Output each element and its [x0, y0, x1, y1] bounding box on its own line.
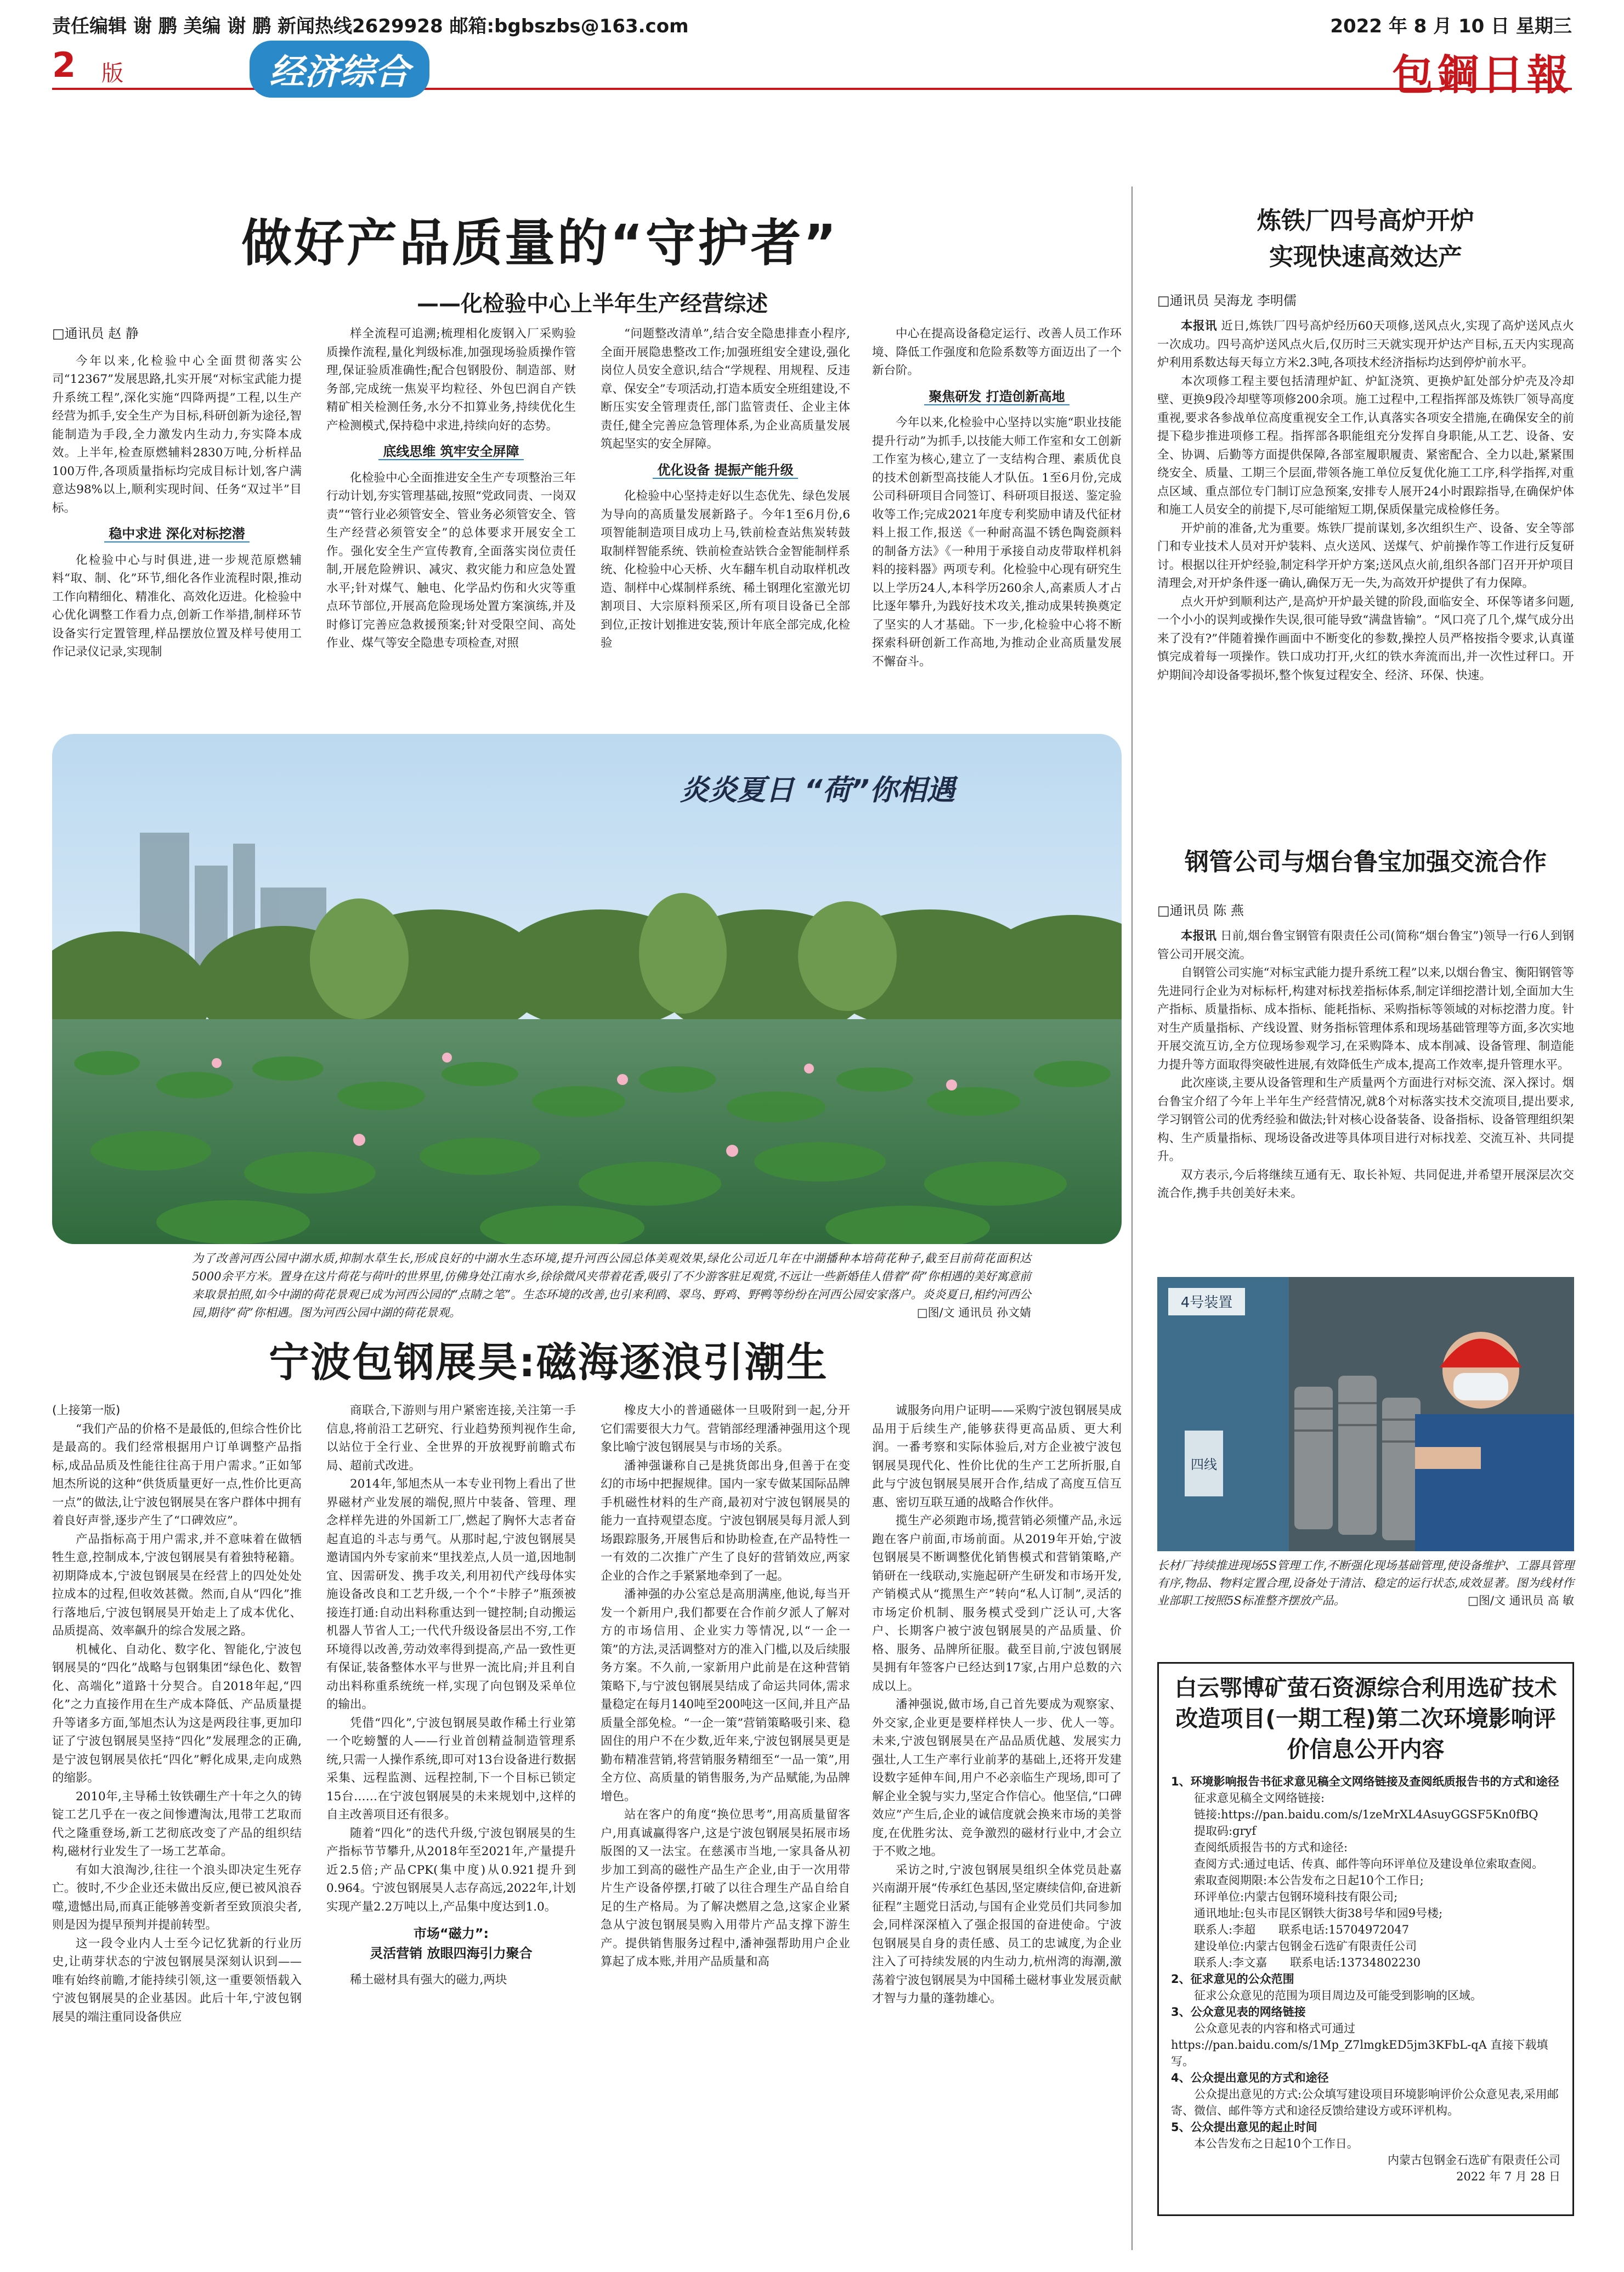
lotus-pond-illustration: [52, 734, 1122, 1244]
blast-furnace-body: [1157, 317, 1574, 805]
page-unit: 版: [101, 61, 123, 86]
paragraph: 样全流程可追溯;梳理相化废钢入厂采购验质操作流程,量化判级标准,加强现场验质操作管理,保证验质准确性;配合包钢股份、制造部、财务部,完成统一焦炭平均粒径、外包巴润自产铁精矿相关检测任务,水分不扣算业务,持续优化生产检测模式,保持稳中求进,持续向好的态势。: [326, 327, 576, 433]
worker-photo: [1157, 1277, 1574, 1551]
paragraph: 自钢管公司实施“对标宝武能力提升系统工程”以来,以烟台鲁宝、衡阳钢管等先进同行企业为对标标杆,构建对标找差指标体系,制定详细挖潜计划,全面加大生产指标、质量指标、成本指标、能耗指标、采购指标等领域的对标挖潜力度。针对生产质量指标、产线设置、财务指标管理体系和现场基础管理等方面,多次实地开展交流互访,全方位现场参观学习,在采购降本、成本削减、设备管理、制造能力提升等方面取得突破性进展,有效降低生产成本,提高工作效率,提升管理水平。: [1157, 966, 1574, 1072]
notice-line: 联系人:李超 联系电话:15704972047: [1194, 1923, 1410, 1936]
paragraph: [1157, 927, 1574, 964]
paragraph: 这一段令业内人士至今记忆犹新的行业历史,让萌芽状态的宁波包钢展昊深刻认识到——唯有始终前瞻,才能持续引领,这一重要领悟载入宁波包钢展昊的企业基因。此后十年,宁波包钢展昊的端注重同设备供应: [52, 1936, 302, 2024]
paragraph: 机械化、自动化、数字化、智能化,宁波包钢展昊的“四化”战略与包钢集团“绿色化、数智化、高端化”道路十分契合。自2018年起,“四化”之力直接作用在生产成本降低、产品质量提升等诸多方面,邹旭杰认为这是两段往事,更加印证了宁波包钢展昊坚持“四化”发展理念的正确,是宁波包钢展昊依托“四化”孵化成果,走向成熟的缩影。: [52, 1642, 302, 1785]
notice-line: 内蒙古包钢金石选矿有限责任公司: [1388, 2154, 1560, 2167]
lead-tag: 本报讯: [1181, 929, 1217, 943]
issue-date: 2022 年 8 月 10 日 星期三: [1330, 15, 1572, 37]
paragraph: [1157, 317, 1574, 372]
main-article-byline: □通讯员 赵 静: [52, 326, 139, 341]
subheading-text: 聚焦研发 打造创新高地: [924, 389, 1069, 405]
newspaper-logo: 包鋼日報: [1392, 50, 1572, 99]
paragraph: 有如大浪淘沙,往往一个浪头即决定生死存亡。彼时,不少企业还未做出反应,便已被风浪吞噬,遗憾出局,而真正能够善变新者至致顶浪尖者,则是因为提早预判并提前转型。: [52, 1863, 302, 1932]
notice-body: [1171, 1773, 1560, 2185]
notice-line: 5、公众提出意见的起止时间: [1171, 2121, 1317, 2134]
paragraph: 化检验中心全面推进安全生产专项整治三年行动计划,夯实管理基础,按照“党政同责、一岗双责”“管行业必须管安全、管业务必须管安全、管生产经营必须管安全”的总体要求开展安全工作。强化安全生产宣传教育,全面落实岗位责任制,开展危险辨识、减灾、救灾能力和应急处置水平;针对煤气、触电、化学品灼伤和火灾等重点环节部位,开展高危险现场处置方案演练,并及时修订完善应急救援预案;针对受限空间、高处作业、煤气等安全隐患专项检查,对照: [326, 471, 576, 650]
subheading-text: 优化设备 提振产能升级: [653, 462, 797, 479]
page-number: 2: [52, 45, 76, 85]
paragraph-text: 近日,炼铁厂四号高炉经历60天项修,送风点火,实现了高炉送风点火一次成功。四号高炉送风点火后,仅历时三天就实现开炉达产目标,五天内实现高炉利用系数达每天每立方米2.3吨,各项技术经济指标均达到停炉前水平。: [1157, 319, 1574, 370]
paragraph: 潘神强的办公室总是高朋满座,他说,每当开发一个新用户,我们都要在合作前夕派人了解对方的市场信用、企业实力等情况,以“一企一策”的方法,灵活调整对方的准入门槛,以及后续服务方案。不久前,一家新用户此前是在这种营销策略下,与宁波包钢展昊结成了命运共同体,需求量稳定在每月140吨至200吨这一区间,并且产品质量全部免检。“一企一策”营销策略吸引来、稳固住的用户不在少数,近年来,宁波包钢展昊更是勤布精准营销,将营销服务精细至“一品一策”,用全方位、高质量的销售服务,为产品赋能,为品牌增色。: [601, 1587, 850, 1804]
ningbo-subheading: 市场“磁力”: 灵活营销 放眼四海引力聚合: [370, 1926, 533, 1961]
caption-text: 为了改善河西公园中湖水质,抑制水草生长,形成良好的中湖水生态环境,提升河西公园总体美观效果,绿化公司近几年在中湖播种本培荷花种子,截至目前荷花面积达5000余平方米。置身在这片荷花与荷叶的世界里,仿佛身处江南水乡,徐徐微风夹带着花香,吸引了不少游客驻足观赏,不远让一些新婚佳人借着“荷”你相遇的美好寓意前来取景拍照,如今中湖的荷花景观已成为河西公园的“点睛之笔”。生态环境的改善,也引来利鸥、翠鸟、野鸡、野鸭等纷纷在河西公园安家落户。炎炎夏日,相约河西公园,期待“荷”你相遇。图为河西公园中湖的荷花景观。: [192, 1252, 1031, 1319]
caption-credit: □图/文 通讯员 高 敏: [1468, 1594, 1574, 1607]
caption-text: 长材厂持续推进现场5S管理工作,不断强化现场基础管理,使设备维护、工器具管理有序,物品、物料定置合理,设备处于清洁、稳定的运行状态,成效显著。图为线材作业部职工按照5S标准整齐摆放产品。: [1157, 1559, 1574, 1607]
ningbo-column-3: [601, 1401, 850, 2224]
editors-line: 责任编辑 谢 鹏 美编 谢 鹏 新闻热线2629928 邮箱:bgbszbs@163.com: [52, 15, 689, 37]
notice-line: 建设单位:内蒙古包钢金石选矿有限责任公司: [1194, 1940, 1417, 1953]
steel-pipe-byline: □通讯员 陈 燕: [1157, 903, 1244, 918]
main-article-column-3: [601, 325, 850, 720]
paragraph: 稀土磁材具有强大的磁力,两块: [350, 1973, 507, 1987]
paragraph: 化检验中心与时俱进,进一步规范原燃辅料“取、制、化”环节,细化各作业流程时限,推动工作向精细化、精准化、高效化迈进。化检验中心优化调整工作看力点,创新工作举措,制样环节设备实行定置管理,样品摆放位置及样号使用工作记录仪记录,实现制: [52, 553, 302, 659]
paragraph: 凭借“四化”,宁波包钢展昊敢作稀土行业第一个吃螃蟹的人——行业首创精益制造管理系统,只需一人操作系统,即可对13台设备进行数据采集、远程监测、远程控制,下一个目标已锁定15台……在宁波包钢展昊的未来规划中,这样的自主改善项目还有很多。: [326, 1716, 576, 1822]
paragraph: 商联合,下游则与用户紧密连接,关注第一手信息,将前沿工艺研究、行业趋势预判视作生命,以站位于全行业、全世界的开放视野前瞻式布局、超前式改进。: [326, 1404, 576, 1473]
paragraph: 开炉前的准备,尤为重要。炼铁厂提前谋划,多次组织生产、设备、安全等部门和专业技术人员对开炉装料、点火送风、送煤气、炉前操作等工作进行反复研讨。根据以往开炉经验,制定科学开炉方案;送风点火前,组织各部门召开开炉项目清理会,对开炉条件逐一确认,确保万无一失,为高效开炉提供了有力保障。: [1157, 521, 1574, 590]
paragraph: 中心在提高设备稳定运行、改善人员工作环境、降低工作强度和危险系数等方面迈出了一个新台阶。: [872, 327, 1122, 377]
notice-line: 提取码:gryf: [1194, 1824, 1257, 1838]
notice-line: 征求公众意见的范围为项目周边及可能受到影响的区域。: [1194, 1989, 1482, 2002]
line-label: 四线: [1191, 1457, 1217, 1472]
paragraph-text: 日前,烟台鲁宝钢管有限责任公司(简称“烟台鲁宝”)领导一行6人到钢管公司开展交流。: [1157, 929, 1574, 962]
subheading-text: 底线思维 筑牢安全屏障: [378, 444, 523, 460]
subheading-text: 稳中求进 深化对标挖潜: [104, 526, 249, 542]
lotus-pond-photo: [52, 734, 1122, 1244]
column-divider: [1131, 186, 1133, 2250]
paragraph: 2014年,邹旭杰从一本专业刊物上看出了世界磁材产业发展的端倪,照片中装备、管理、理念样样先进的外国新工厂,燃起了胸怀大志者奋起直追的斗志与勇气。从那时起,宁波包钢展昊邀请国内外专家前来“里找差点,人员一道,因地制宜、因需研发、携手攻关,利用初代产线母体实施设备改良和工艺升级,一个个“卡脖子”瓶颈被接连打通:自动出料称重达到一键控制;自动搬运机器人节省人工;一代代升级设备层出不穷,工作环境得以改善,劳动效率得到提高,产品一致性更有保证,装备整体水平与世界一流比肩;并且利自动出料称重系统统一样,实现了向包钢及采单位的输出。: [326, 1477, 576, 1711]
paragraph: 橡皮大小的普通磁体一旦吸附到一起,分开它们需要很大力气。营销部经理潘神强用这个现象比喻宁波包钢展昊与市场的关系。: [601, 1404, 850, 1454]
page-header: [52, 11, 1572, 99]
main-article-subtitle: ——化检验中心上半年生产经营综述: [417, 291, 768, 317]
notice-line: 2、征求意见的公众范围: [1171, 1973, 1294, 1986]
blast-furnace-byline: □通讯员 吴海龙 李明儒: [1157, 293, 1297, 308]
header-line: [52, 11, 1572, 38]
paragraph: 诚服务向用户证明——采购宁波包钢展昊成品用于后续生产,能够获得更高品质、更大利润。一番考察和实际体验后,对方企业被宁波包钢展昊现代化、性价比优的生产工艺所折服,自此与宁波包钢展昊展开合作,结成了高度互信互惠、密切互联互通的战略合作伙伴。: [872, 1404, 1122, 1510]
notice-line: 3、公众意见表的网络链接: [1171, 2005, 1306, 2019]
paragraph: 揽生产必须跑市场,揽营销必须懂产品,永远跑在客户前面,市场前面。从2019年开始,宁波包钢展昊不断调整优化销售模式和营销策略,产销研在一线联动,实施起研产生研发和市场开发,产销模式从“揽黑生产”转向“私人订制”,灵活的市场定价机制、服务模式受到广泛认可,大客户、长期客户被宁波包钢展昊的产品质量、价格、服务、品牌所征服。截至目前,宁波包钢展昊拥有年签客户已经达到17家,占用户总数的六成以上。: [872, 1514, 1122, 1693]
machine-sign: 4号装置: [1180, 1295, 1233, 1311]
notice-title: 白云鄂博矿萤石资源综合利用选矿技术改造项目(一期工程)第二次环境影响评价信息公开内容: [1174, 1675, 1557, 1762]
ningbo-column-2: [326, 1401, 576, 2224]
ningbo-column-1: [52, 1401, 302, 2224]
paragraph: 化检验中心坚持走好以生态优先、绿色发展为导向的高质量发展新路子。今年1至6月份,6项智能制造项目成功上马,铁前检查站焦炭转鼓取制样智能系统、铁前检查站铁合金智能制样系统、化检验中心天桥、火车翻车机自动取样机改造、制样中心煤制样系统、稀土钢理化室激光切割项目、大宗原料预采区,所有项目设备已全部到位,正按计划推进安装,预计年底全部完成,化检验: [601, 489, 850, 650]
notice-line: 公众提出意见的方式:公众填写建设项目环境影响评价公众意见表,采用邮寄、微信、邮件等方式和途径反馈给建设方或环评机构。: [1171, 2088, 1559, 2117]
notice-line: 4、公众提出意见的方式和途径: [1171, 2071, 1329, 2084]
steel-pipe-title: 钢管公司与烟台鲁宝加强交流合作: [1185, 848, 1547, 876]
notice-line: 公众意见表的内容和格式可通过https://pan.baidu.com/s/1Mp_Z7lmgkED5jm3KFbL-qA 直接下载填写。: [1171, 2022, 1548, 2068]
notice-line: 2022 年 7 月 28 日: [1456, 2170, 1560, 2183]
paragraph: “我们产品的价格不是最低的,但综合性价比是最高的。我们经常根据用户订单调整产品指标,成品品质及性能往往高于用户需求。”正如邹旭杰所说的这种“供货质量更好一点,性价比更高一点”的做法,让宁波包钢展昊在客户群体中拥有着良好声誉,逐步产生了“口碑效应”。: [52, 1422, 302, 1528]
notice-line: 通讯地址:包头市昆区钢铁大街38号华和园9号楼;: [1194, 1907, 1443, 1920]
notice-line: 查阅纸质报告书的方式和途径:: [1194, 1841, 1348, 1854]
notice-line: 本公告发布之日起10个工作日。: [1194, 2137, 1359, 2150]
worker-illustration: [1157, 1277, 1574, 1551]
subheading: [326, 443, 576, 461]
paragraph: 双方表示,今后将继续互通有无、取长补短、共同促进,并希望开展深层次交流合作,携手共创美好未来。: [1157, 1168, 1574, 1200]
paragraph: 本次项修工程主要包括清理炉缸、炉缸浇筑、更换炉缸处部分炉壳及冷却壁、更换9段冷却壁等项修200余项。施工过程中,工程指挥部及炼铁厂领导高度重视,要求各参战单位高度重视安全工作,认真落实各项安全措施,在确保安全的前提下稳步推进项修工程。指挥部各职能组充分发挥自身职能,从工艺、设备、安全、协调、后勤等方面提供保障,各部室履职履责、紧密配合、全力以赴,紧紧围绕安全、质量、工期三个层面,带领各施工单位反复优化施工工序,科学指挥,对重点区域、重点部位专门制订应急预案,安排专人展开24小时跟踪指导,在确保炉体和施工人员安全的前提下,尽可能缩短工期,保质保量完成检修任务。: [1157, 374, 1574, 517]
worker-photo-caption: [1157, 1557, 1574, 1609]
steel-pipe-body: [1157, 927, 1574, 1267]
paragraph: 随着“四化”的迭代升级,宁波包钢展昊的生产指标节节攀升,从2018年至2021年,产量提升近2.5倍;产品CPK(集中度)从0.921提升到0.964。宁波包钢展昊人志存高远,2022年,计划实现产量2.2万吨以上,产品集中度达到1.0。: [326, 1826, 576, 1914]
paragraph: 产品指标高于用户需求,并不意味着在做牺牲生意,控制成本,宁波包钢展昊有着独特秘籍。初期降成本,宁波包钢展昊在经营上的四处处处拉成本的过程,但收效甚微。然而,自从“四化”推行落地后,宁波包钢展昊开始走上了成本优化、品质提高、效率飙升的综合发展之路。: [52, 1532, 302, 1638]
paragraph: 潘神强谦称自己是挑货郎出身,但善于在变幻的市场中把握规律。国内一家专做某国际品牌手机磁性材料的生产商,最初对宁波包钢展昊的能力一直持观望态度。宁波包钢展昊每月派人到场跟踪服务,开展售后和协助检查,在产品特性一一有效的二次推广产生了良好的营销效应,两家企业的合作之手紧紧地牵到了一起。: [601, 1459, 850, 1583]
ningbo-column-4: [872, 1401, 1122, 2224]
notice-line: 征求意见稿全文网络链接:: [1194, 1791, 1325, 1805]
notice-line: 链接:https://pan.baidu.com/s/1zeMrXL4AsuyGGSF5Kn0fBQ: [1194, 1808, 1538, 1821]
environmental-notice: [1157, 1662, 1574, 2216]
lead-tag: 本报讯: [1181, 319, 1218, 333]
subheading: [601, 461, 850, 480]
notice-line: 环评单位:内蒙古包钢环境科技有限公司;: [1194, 1890, 1398, 1903]
paragraph: 站在客户的角度“换位思考”,用高质量留客户,用真诚赢得客户,这是宁波包钢展昊拓展市场版图的又一法宝。在慈溪市当地,一家具备从初步加工到高的磁性产品生产企业,由于一次用带片生产设备停摆,打破了以往合理生产品自给自足的生产格局。为了解决燃眉之急,这家企业紧急从宁波包钢展昊购入用带片产品支撑下游生产。提供销售服务过程中,潘神强帮助用户企业算起了成本账,并用产品质量和高: [601, 1808, 850, 1969]
header-band: [52, 39, 1572, 99]
continued-note: (上接第一版): [52, 1404, 121, 1417]
paragraph: “问题整改清单”,结合安全隐患排查小程序,全面开展隐患整改工作;加强班组安全建设,强化岗位人员安全意识,结合“学规程、用规程、反违章、保安全”专项活动,打造本质安全班组建设,不断压实安全管理责任,部门监管责任、企业主体责任,健全完善应急管理体系,为企业高质量发展筑起坚实的安全屏障。: [601, 327, 850, 451]
paragraph: 此次座谈,主要从设备管理和生产质量两个方面进行对标交流、深入探讨。烟台鲁宝介绍了今年上半年生产经营情况,就8个对标落实技术交流项目,提出要求,学习钢管公司的优秀经验和做法;针对核心设备装备、设备指标、设备管理组织架构、生产质量指标、现场设备改进等具体项目进行对标找差、交流互补、共同提升。: [1157, 1076, 1574, 1163]
notice-line: 索取查阅期限:本公告发布之日起10个工作日;: [1194, 1874, 1424, 1887]
main-article-column-2: [326, 325, 576, 720]
photo-feature-caption: [192, 1250, 1031, 1322]
blast-furnace-title: 炼铁厂四号高炉开炉 实现快速高效达产: [1257, 207, 1474, 271]
paragraph: 今年以来,化检验中心全面贯彻落实公司“12367”发展思路,扎实开展“对标宝武能力提升系统工程”,深化实施“四降两提”工程,以生产经营为抓手,安全生产为目标,科研创新为途径,智能制造为手段,全力激发内生动力,夯实降本成效。上半年,检查原燃辅料2830万吨,分析样品100万件,各项质量指标均完成目标计划,客户满意达98%以上,顺利实现时间、任务“双过半”目标。: [52, 354, 302, 515]
paragraph: 点火开炉到顺利达产,是高炉开炉最关键的阶段,面临安全、环保等诸多问题,一个小小的误判或操作失误,很可能导致“满盘皆输”。“风口亮了几个,煤气成分出来了没有?”伴随着操作画面中不断变化的参数,操控人员严格按指令要求,认真谨慎完成着每一项操作。铁口成功打开,火红的铁水奔流而出,并一次性过秤口。开炉期间冷却设备零损坏,整个恢复过程安全、经济、环保、快速。: [1157, 595, 1574, 682]
main-article-column-4: [872, 325, 1122, 720]
notice-line: 1、环境影响报告书征求意见稿全文网络链接及查阅纸质报告书的方式和途径: [1171, 1775, 1559, 1788]
subheading: [872, 388, 1122, 406]
notice-line: 查阅方式:通过电话、传真、邮件等向环评单位及建设单位索取查阅。: [1194, 1857, 1544, 1870]
paragraph: 2010年,主导稀土钕铁硼生产十年之久的铸锭工艺几乎在一夜之间惨遭淘汰,甩带工艺取而代之隆重登场,新工艺彻底改变了产品的组织结构,磁材行业发生了一场工艺革命。: [52, 1789, 302, 1858]
section-title: 经济综合: [250, 41, 429, 98]
paragraph: 今年以来,化检验中心坚持以实施“职业技能提升行动”为抓手,以技能大师工作室和女工创新工作室为核心,建立了一支结构合理、素质优良的技术创新型高技能人才队伍。1至6月份,完成公司科研项目合同签订、科研项目报送、鉴定验收等工作;完成2021年度专利奖励申请及代征材料上报工作,报送《一种耐高温不锈色陶瓷颜料的制备方法》《一种用于承接自动皮带取样机斜料的接料器》两项专利。化检验中心现有研究生以上学历24人,本科学历260余人,高素质人才占比逐年攀升,为践好技术攻关,推动成果转换奠定了坚实的人才基础。下一步,化检验中心将不断探索科研创新工作高地,为推动企业高质量发展不懈奋斗。: [872, 416, 1122, 669]
subheading: [52, 525, 302, 544]
notice-line: 联系人:李文嘉 联系电话:13734802230: [1194, 1956, 1421, 1969]
photo-feature-title: 炎炎夏日 “荷”你相遇: [680, 774, 955, 807]
main-article-title: 做好产品质量的“守护者”: [241, 214, 839, 273]
paragraph: 潘神强说,做市场,自己首先要成为观察家、外交家,企业更是要样样快人一步、优人一等。未来,宁波包钢展昊在产品品质优越、发展实力强壮,人工生产率行业前茅的基础上,还将开发建设数字延伸车间,用户不必亲临生产现场,即可了解企业全貌与实力,坚定合作信心。他坚信,“口碑效应”产生后,企业的诚信度就会换来市场的美誉度,在优胜劣汰、竞争激烈的磁材行业中,才会立于不败之地。: [872, 1698, 1122, 1858]
main-article-column-1: [52, 325, 302, 720]
ningbo-article-title: 宁波包钢展昊:磁海逐浪引潮生: [269, 1339, 828, 1386]
caption-credit: □图/文 通讯员 孙文婧: [916, 1306, 1031, 1319]
paragraph: 采访之时,宁波包钢展昊组织全体党员赴嘉兴南湖开展“传承红色基因,坚定赓续信仰,奋进新征程”主题党日活动,与国有企业党员们共同参加会,同样深深植入了强企报国的奋进使命。宁波包钢展昊自身的责任感、员工的忠诚度,为企业注入了可持续发展的内生动力,杭州湾的海潮,激荡着宁波包钢展昊为中国稀土磁材事业发展贡献才智与力量的蓬勃雄心。: [872, 1863, 1122, 2005]
